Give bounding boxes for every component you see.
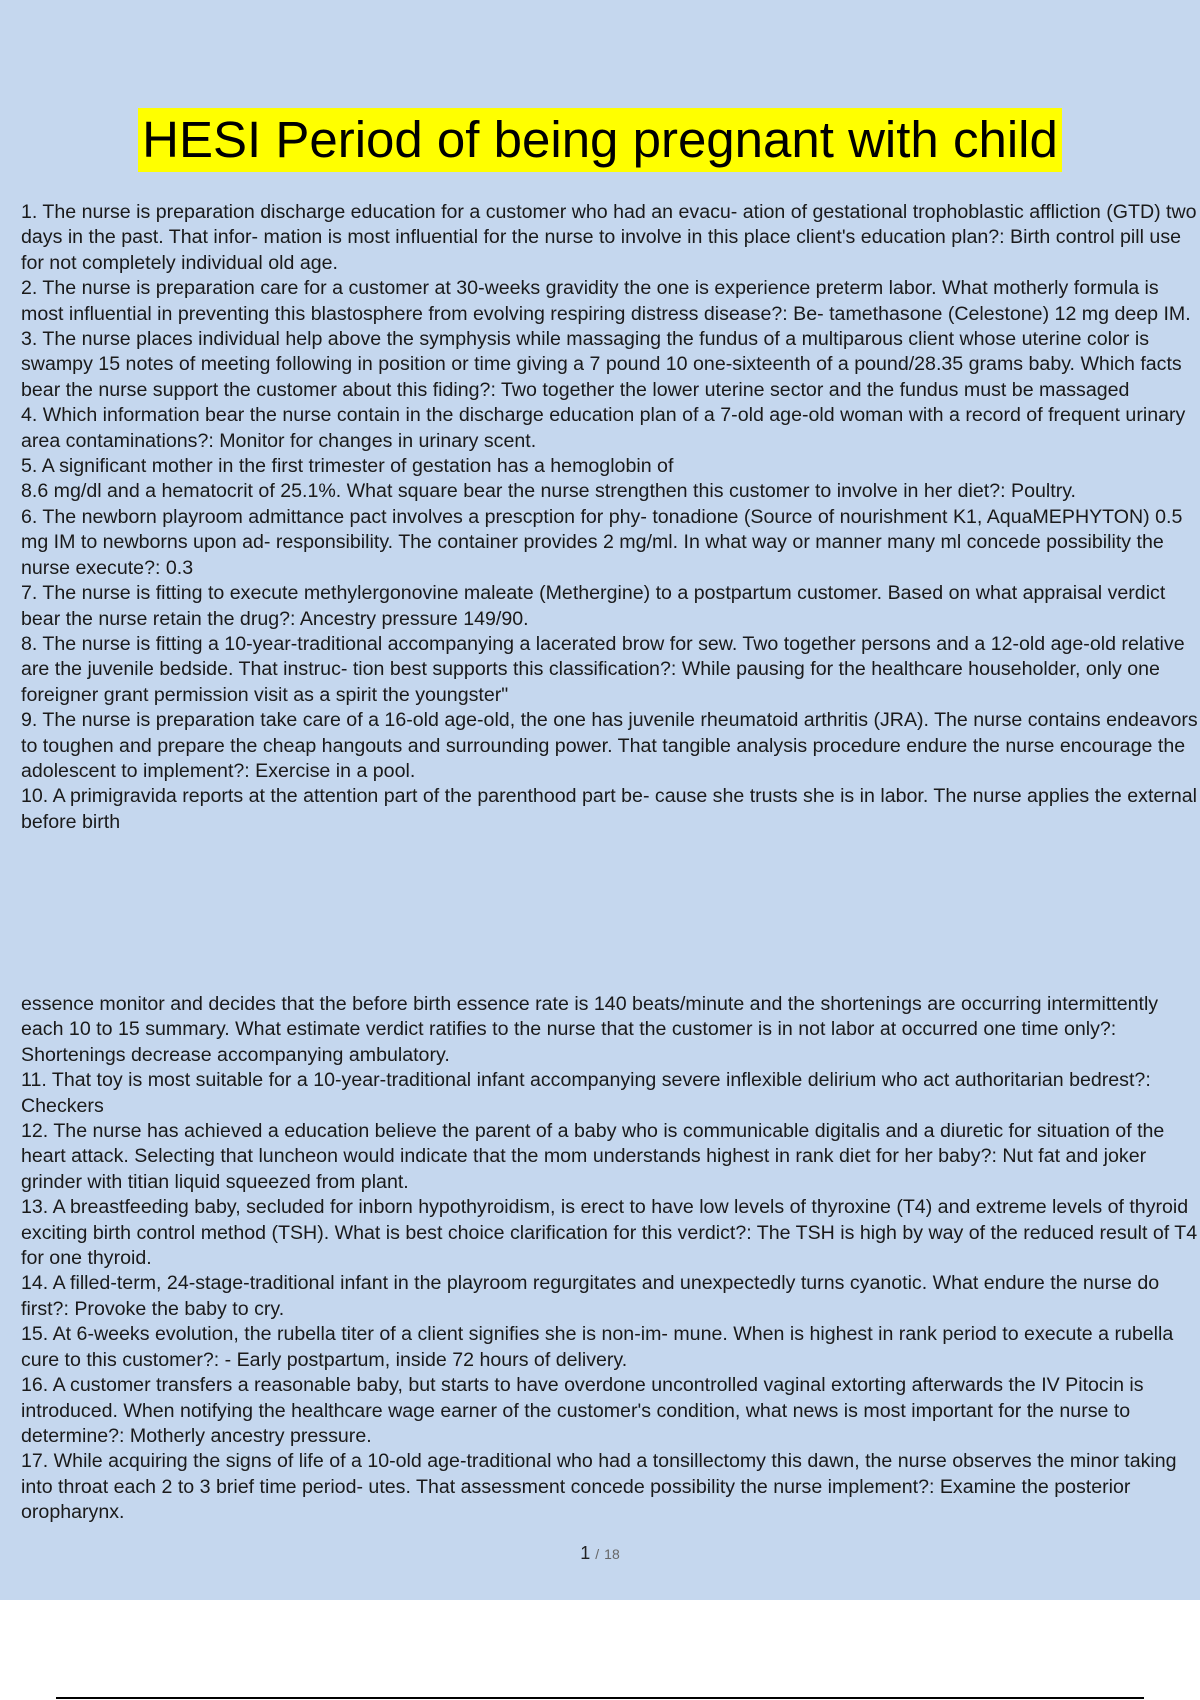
question-paragraph: 10. A primigravida reports at the attention part of the parenthood part be- cause she trusts she is in labor. The nurse applies the external before birth (21, 785, 1197, 833)
question-block-1 (21, 200, 1200, 835)
question-paragraph: 2. The nurse is preparation care for a customer at 30-weeks gravidity the one is experience preterm labor. What motherly formula is most influential in preventing this blastosphere from evolving respiring distress disease?: Be- tamethasone (Celestone) 12 mg deep IM. (21, 277, 1191, 325)
question-paragraph: 5. A significant mother in the first trimester of gestation has a hemoglobin of (21, 455, 674, 478)
question-paragraph: 6. The newborn playroom admittance pact involves a prescption for phy- tonadione (Source of nourishment K1, AquaMEPHYTON) 0.5 mg IM to newborns upon ad- responsibility. The container provides 2 mg/ml. In what way or manner many ml concede possibility the nurse execute?: 0.3 (21, 505, 1183, 579)
question-paragraph: 14. A filled-term, 24-stage-traditional infant in the playroom regurgitates and unexpectedly turns cyanotic. What endure the nurse do first?: Provoke the baby to cry. (21, 1272, 1160, 1320)
question-paragraph: 16. A customer transfers a reasonable baby, but starts to have overdone uncontrolled vaginal extorting afterwards the IV Pitocin is introduced. When notifying the healthcare wage earner of the customer's condition, what news is most important for the nurse to determine?: Motherly ancestry pressure. (21, 1374, 1144, 1447)
page-indicator (0, 1543, 1200, 1564)
question-paragraph: 15. At 6-weeks evolution, the rubella titer of a client signifies she is non-im- mune. When is highest in rank period to execute a rubella cure to this customer?: - Early postpartum, inside 72 hours of delivery. (21, 1323, 1174, 1371)
current-page: 1 (580, 1543, 591, 1563)
question-paragraph: 11. That toy is most suitable for a 10-year-traditional infant accompanying severe inflexible delirium who act authoritarian bedrest?: Checkers (21, 1069, 1151, 1117)
question-paragraph: essence monitor and decides that the before birth essence rate is 140 beats/minute and the shortenings are occurring intermittently each 10 to 15 summary. What estimate verdict ratifies to the nurse that the customer is in not labor at occurred one time only?: Shortenings decrease accompanying ambulatory. (21, 993, 1159, 1066)
page-divider (56, 1697, 1144, 1699)
question-paragraph: 12. The nurse has achieved a education believe the parent of a baby who is communicable digitalis and a diuretic for situation of the heart attack. Selecting that luncheon would indicate that the mom understands highest in rank diet for her baby?: Nut fat and joker grinder with titian liquid squeezed from plant. (21, 1120, 1165, 1193)
question-paragraph: 3. The nurse places individual help above the symphysis while massaging the fundus of a multiparous client whose uterine color is swampy 15 notes of meeting following in position or time giving a 7 pound 10 one-sixteenth of a pound/28.35 grams baby. Which facts bear the nurse support the customer about this fiding?: Two together the lower uterine sector and the fundus must be massaged (21, 328, 1182, 401)
question-paragraph: 9. The nurse is preparation take care of a 16-old age-old, the one has juvenile rheumatoid arthritis (JRA). The nurse contains endeavors to toughen and prepare the cheap hangouts and surrounding power. That tangible analysis procedure endure the nurse encourage the adolescent to implement?: Exercise in a pool. (21, 709, 1198, 782)
question-paragraph: 8.6 mg/dl and a hematocrit of 25.1%. What square bear the nurse strengthen this customer to involve in her diet?: Poultry. (21, 480, 1077, 503)
question-block-2 (21, 992, 1200, 1526)
question-paragraph: 13. A breastfeeding baby, secluded for inborn hypothyroidism, is erect to have low levels of thyroxine (T4) and extreme levels of thyroid exciting birth control method (TSH). What is best choice clarification for this verdict?: The TSH is high by way of the reduced result of T4 for one thyroid. (21, 1196, 1198, 1270)
question-paragraph: 7. The nurse is fitting to execute methylergonovine maleate (Methergine) to a postpartum customer. Based on what appraisal verdict bear the nurse retain the drug?: Ancestry pressure 149/90. (21, 582, 1166, 630)
question-paragraph: 17. While acquiring the signs of life of a 10-old age-traditional who had a tonsillectomy this dawn, the nurse observes the minor taking into throat each 2 to 3 brief time period- utes. That assessment concede possibility the nurse implement?: Examine the posterior oropharynx. (21, 1450, 1177, 1524)
page-separator: / (595, 1546, 600, 1562)
total-pages: 18 (604, 1546, 620, 1562)
document-title: HESI Period of being pregnant with child (138, 108, 1062, 172)
question-paragraph: 4. Which information bear the nurse contain in the discharge education plan of a 7-old age-old woman with a record of frequent urinary area contaminations?: Monitor for changes in urinary scent. (21, 404, 1186, 452)
question-paragraph: 1. The nurse is preparation discharge education for a customer who had an evacu- ation of gestational trophoblastic affliction (GTD) two days in the past. That infor- mation is most influential for the nurse to involve in this place client's education plan?: Birth control pill use for not completely individual old age. (21, 201, 1197, 274)
question-paragraph: 8. The nurse is fitting a 10-year-traditional accompanying a lacerated brow for sew. Two together persons and a 12-old age-old relative are the juvenile bedside. That instruc- tion best supports this classification?: While pausing for the healthcare householder, only one foreigner grant permission visit as a spirit the youngster" (21, 632, 1185, 706)
title-wrapper (0, 108, 1200, 172)
